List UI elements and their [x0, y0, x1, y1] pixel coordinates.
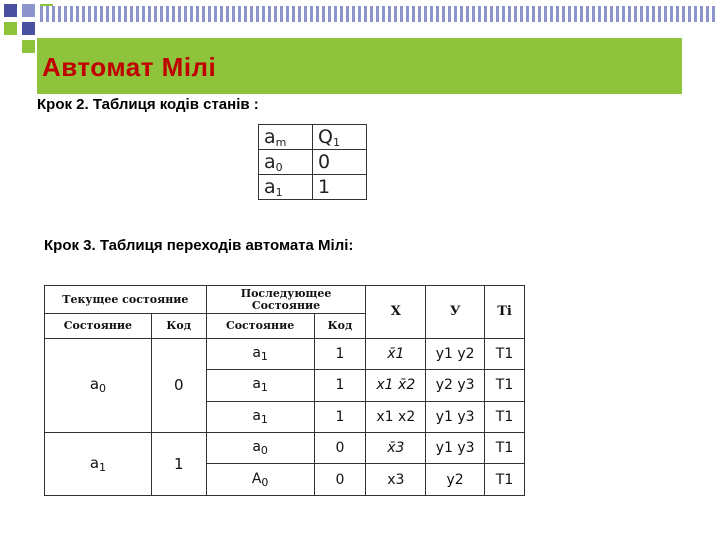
next-state-cell: $A_0$: [206, 464, 314, 496]
decor-square: [4, 4, 17, 17]
header-x: X: [366, 286, 426, 339]
table-row: [45, 433, 525, 464]
decor-square: [22, 22, 35, 35]
table-row: [259, 175, 367, 200]
header-current-state: Текущее состояние: [45, 286, 207, 314]
state-code-table: [258, 124, 367, 200]
table-row: [259, 125, 367, 150]
step3-heading: Крок 3. Таблиця переходів автомата Мілі:: [44, 237, 354, 254]
code-cell: 0: [313, 150, 367, 175]
x-cell: x1 x̄2: [366, 370, 426, 401]
current-code-cell: 1: [151, 433, 206, 496]
next-code-cell: 1: [314, 338, 366, 369]
x-cell: x3: [366, 464, 426, 496]
x-cell: x̄3: [366, 433, 426, 464]
header-state2: Состояние: [206, 314, 314, 338]
table-row: [45, 338, 525, 369]
next-state-cell: $a_1$: [206, 401, 314, 432]
x-cell: x1 x2: [366, 401, 426, 432]
code-cell: 1: [313, 175, 367, 200]
decor-square: [4, 22, 17, 35]
transition-table: [44, 285, 525, 496]
state-cell: $a_1$: [259, 175, 313, 200]
next-code-cell: 1: [314, 401, 366, 432]
y-cell: y1 y3: [426, 401, 485, 432]
next-state-cell: $a_1$: [206, 370, 314, 401]
y-cell: y1 y2: [426, 338, 485, 369]
t-cell: T1: [485, 370, 525, 401]
t-cell: T1: [485, 433, 525, 464]
current-code-cell: 0: [151, 338, 206, 432]
next-code-cell: 0: [314, 433, 366, 464]
table-header-row: [45, 286, 525, 314]
decor-square: [22, 40, 35, 53]
state-cell: $a_0$: [259, 150, 313, 175]
x-cell: x̄1: [366, 338, 426, 369]
decor-stripe-band: [40, 6, 715, 22]
y-cell: y1 y3: [426, 433, 485, 464]
table-row: [259, 150, 367, 175]
header-code: Код: [151, 314, 206, 338]
decor-square: [22, 4, 35, 17]
header-t: Ti: [485, 286, 525, 339]
y-cell: y2: [426, 464, 485, 496]
header-state: Состояние: [45, 314, 152, 338]
next-code-cell: 0: [314, 464, 366, 496]
header-y: У: [426, 286, 485, 339]
header-cell-state: $a_m$: [259, 125, 313, 150]
next-code-cell: 1: [314, 370, 366, 401]
current-state-cell: $a_0$: [45, 338, 152, 432]
t-cell: T1: [485, 464, 525, 496]
next-state-cell: $a_0$: [206, 433, 314, 464]
y-cell: y2 y3: [426, 370, 485, 401]
t-cell: T1: [485, 338, 525, 369]
header-next-state: Последующее Состояние: [206, 286, 366, 314]
current-state-cell: $a_1$: [45, 433, 152, 496]
next-state-cell: $a_1$: [206, 338, 314, 369]
step2-heading: Крок 2. Таблиця кодів станів :: [37, 96, 259, 113]
t-cell: T1: [485, 401, 525, 432]
header-cell-code: $Q_1$: [313, 125, 367, 150]
header-code2: Код: [314, 314, 366, 338]
slide-title: Автомат Мілі: [42, 52, 217, 82]
